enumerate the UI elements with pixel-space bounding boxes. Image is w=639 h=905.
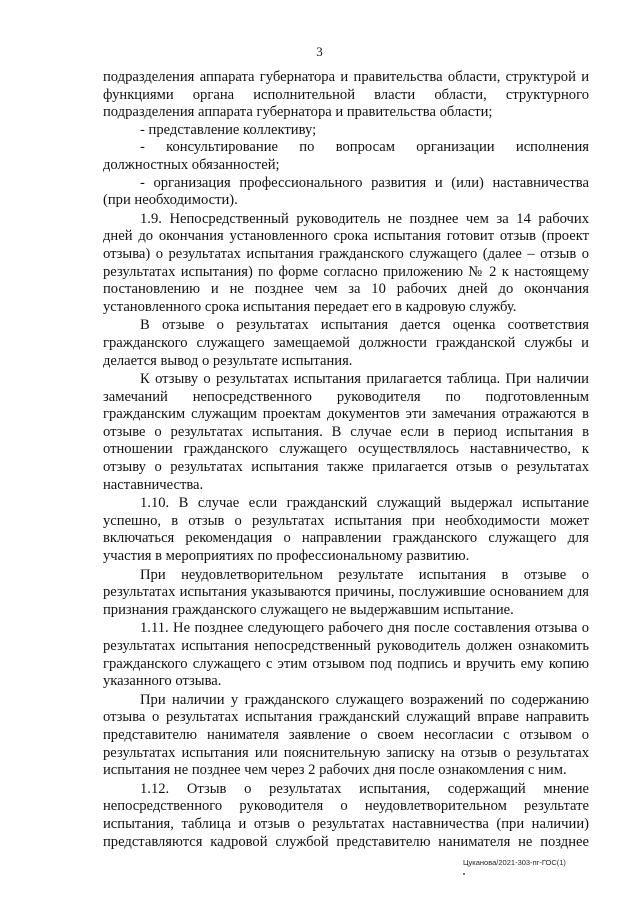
document-body [103, 69, 589, 851]
list-item-consulting: - консультирование по вопросам организации исполнения должностных обязанностей; [103, 139, 589, 173]
paragraph-objections: При наличии у гражданского служащего возражений по содержанию отзыва о результатах испытания гражданский служащий вправе направить представителю нанимателя заявление о своем несогласии с отзывом о результатах испытания или пояснительную записку на отзыв о результатах испытания не позднее чем через 2 рабочих дня после ознакомления с ним. [103, 691, 589, 779]
document-code: Цуканова/2021-303-пг-ГОС(1) [463, 858, 566, 867]
paragraph-1-12: 1.12. Отзыв о результатах испытания, содержащий мнение непосредственного руководителя о неудовлетворительном результате испытания, таблица и отзыв о результатах наставничества (при наличии) представляются кадровой службой представителю нанимателя не позднее [103, 780, 589, 850]
paragraph-unsatisfactory: При неудовлетворительном результате испытания в отзыве о результатах испытания указываются причины, послужившие основанием для признания гражданского служащего не выдержавшим испытание. [103, 566, 589, 618]
paragraph-review-assessment: В отзыве о результатах испытания дается оценка соответствия гражданского служащего замещаемой должности гражданской службы и делается вывод о результате испытания. [103, 317, 589, 369]
paragraph-1-9: 1.9. Непосредственный руководитель не позднее чем за 14 рабочих дней до окончания установленного срока испытания готовит отзыв (проект отзыва) о результатах испытания гражданского служащего (далее – отзыв о результатах испытания) по форме согласно приложению № 2 к настоящему постановлению и не позднее чем за 10 рабочих дней до окончания установленного срока испытания передает его в кадровую службу. [103, 210, 589, 315]
paragraph-review-table: К отзыву о результатах испытания прилагается таблица. При наличии замечаний непосредственного руководителя по подготовленным гражданским служащим проектам документов эти замечания отражаются в отзыве о результатах испытания. В случае если в период испытания в отношении гражданского служащего осуществлялось наставничество, к отзыву о результатах испытания также прилагается отзыв о результатах наставничества. [103, 371, 589, 493]
paragraph-1-11: 1.11. Не позднее следующего рабочего дня после составления отзыва о результатах испытания непосредственный руководитель должен ознакомить гражданского служащего с этим отзывом под подпись и вручить ему копию указанного отзыва. [103, 620, 589, 690]
list-item-development: - организация профессионального развития и (или) наставничества (при необходимости). [103, 174, 589, 209]
page-number: 3 [316, 44, 323, 59]
paragraph-intro: подразделения аппарата губернатора и правительства области, структурой и функциями органа исполнительной власти области, структурного подразделения аппарата губернатора и правительства области; [103, 69, 589, 121]
list-item-presentation: - представление коллективу; [140, 121, 317, 138]
paragraph-1-10: 1.10. В случае если гражданский служащий выдержал испытание успешно, в отзыв о результатах испытания при необходимости может включаться рекомендация о направлении гражданского служащего для участия в мероприятиях по профессиональному развитию. [103, 495, 589, 565]
footer-mark [463, 873, 465, 875]
